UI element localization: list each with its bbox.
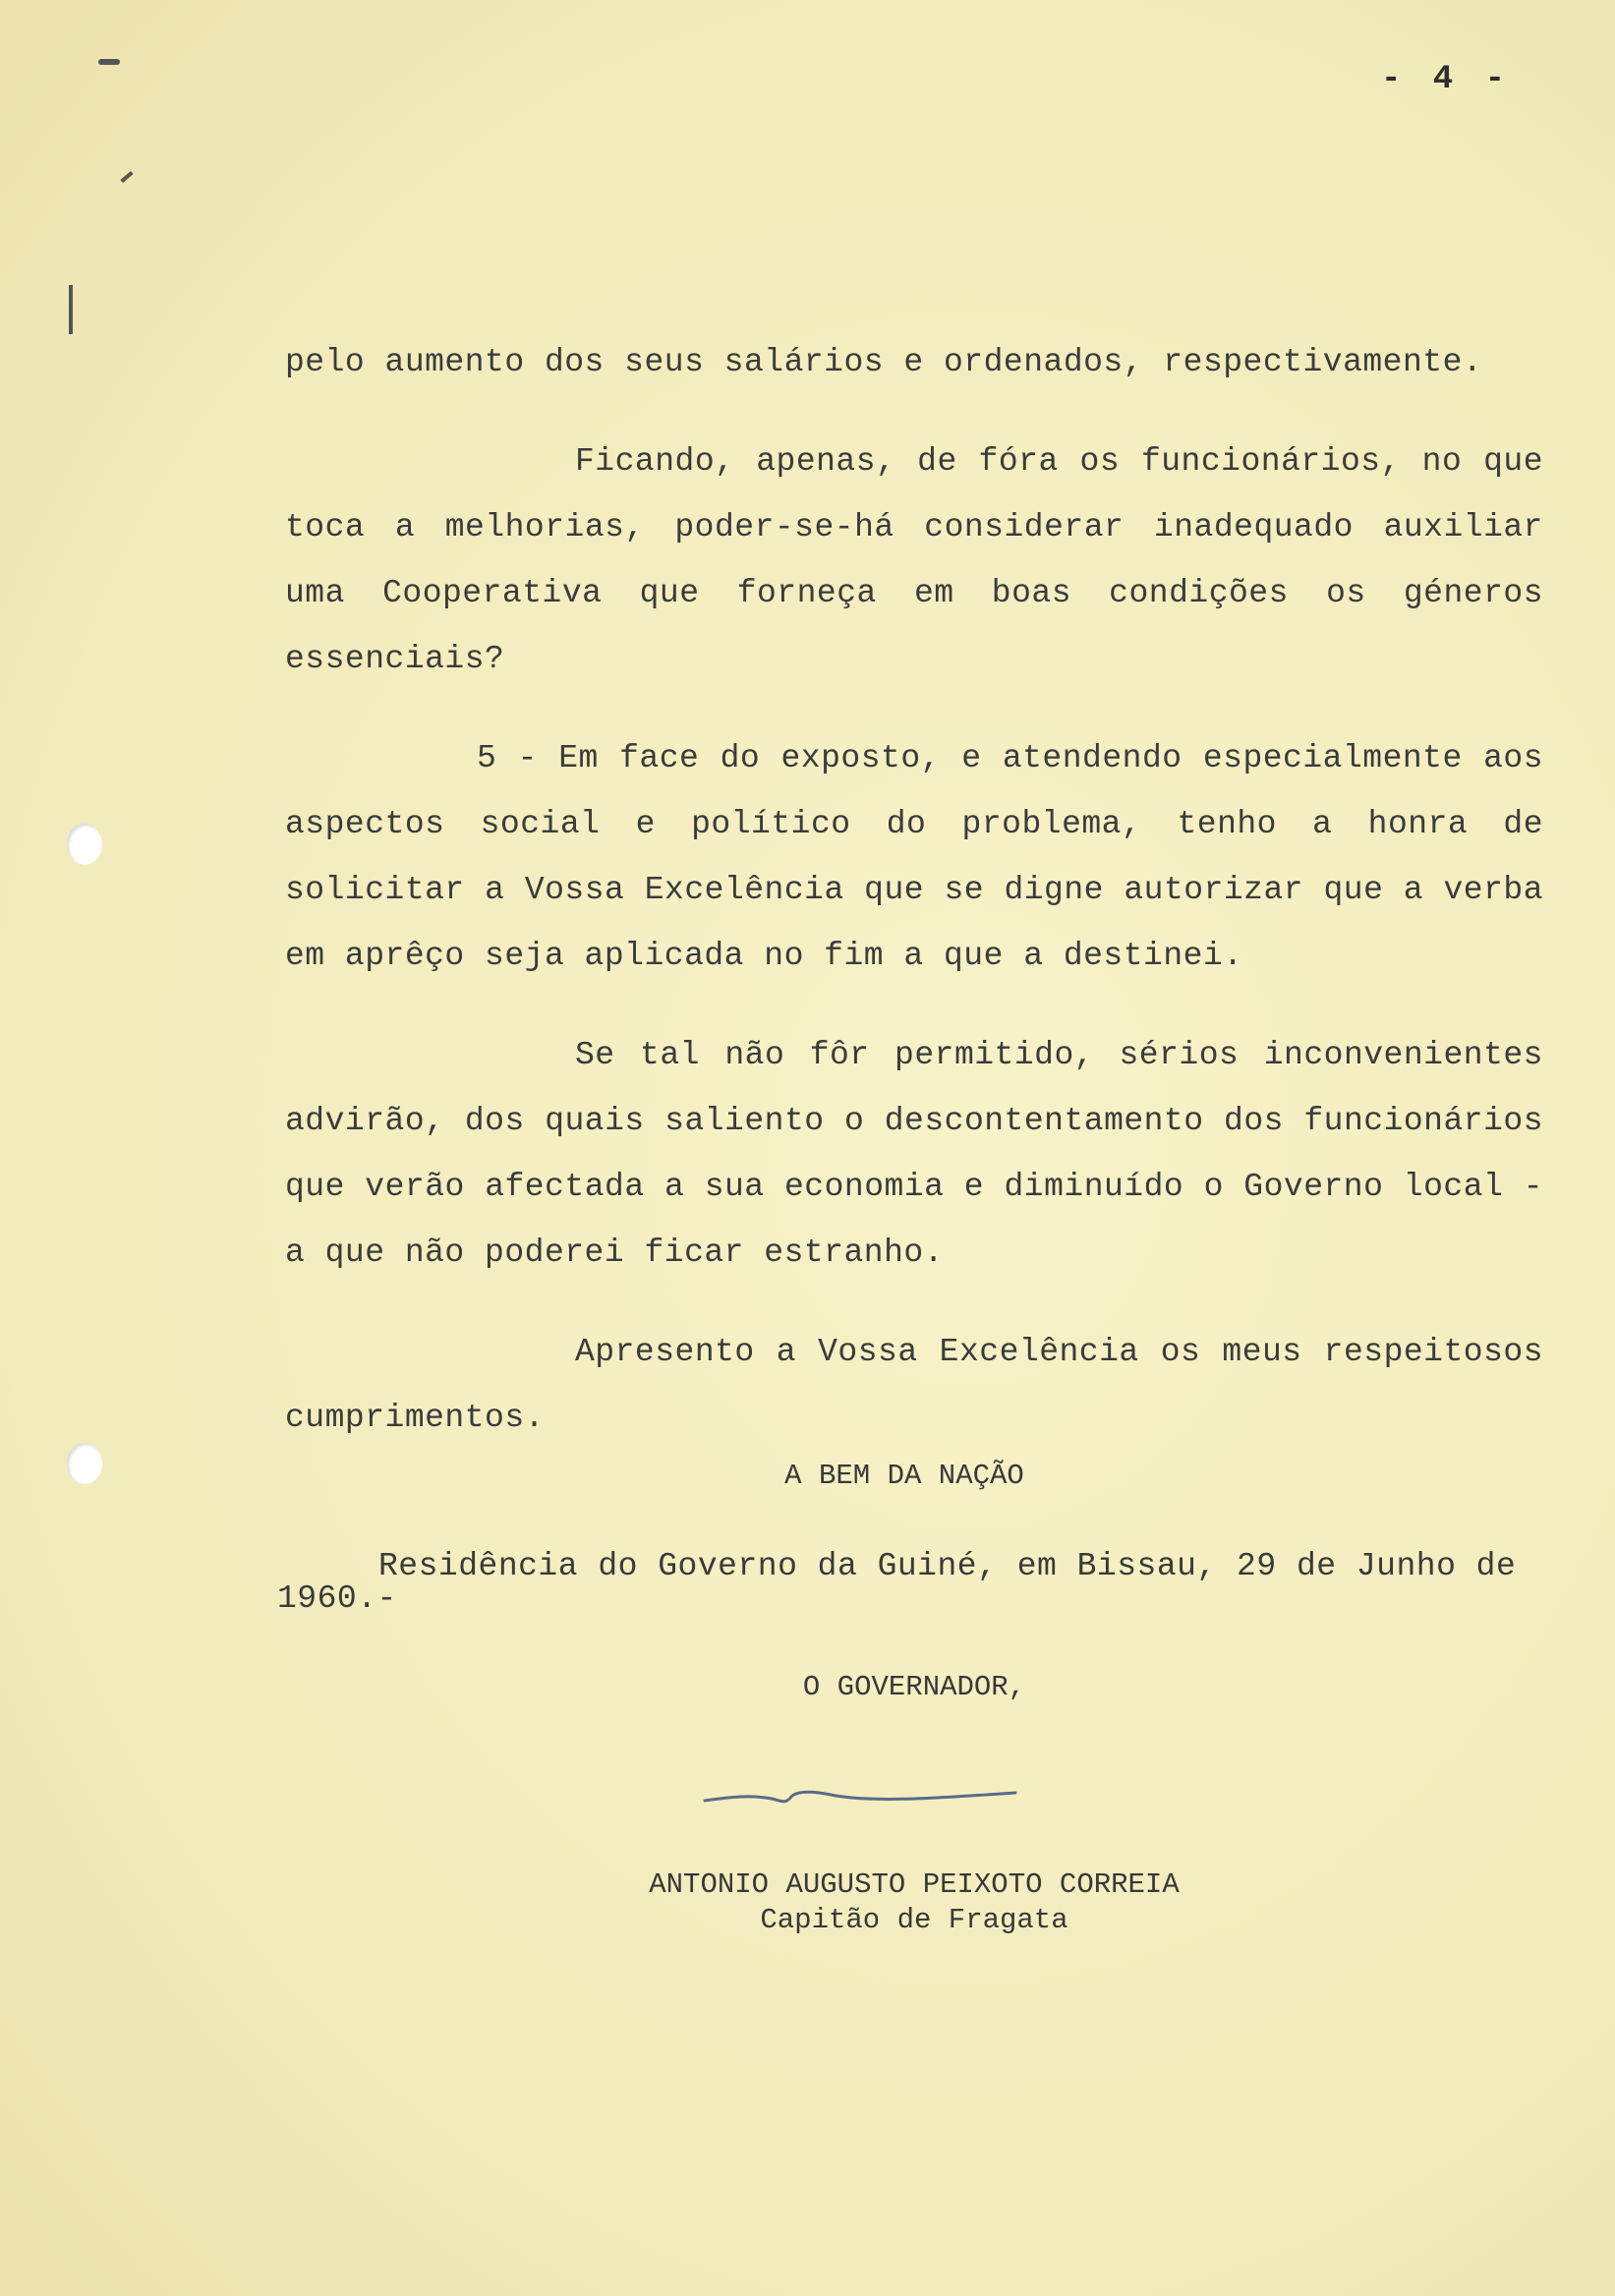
corner-mark xyxy=(98,59,120,65)
paragraph-2 xyxy=(285,429,1543,692)
paragraph-4 xyxy=(285,1022,1543,1286)
paragraph-2-text: Ficando, apenas, de fóra os funcionários, no que toca a melhorias, poder-se-há considerar inadequado auxiliar uma Cooperativa que forneça em boas condições os géneros essenciais? xyxy=(285,443,1543,677)
letter-body xyxy=(285,329,1543,1484)
paragraph-1: pelo aumento dos seus salários e ordenados, respectivamente. xyxy=(285,344,1483,380)
signatory-rank: Capitão de Fragata xyxy=(760,1904,1068,1936)
signatory-name: ANTONIO AUGUSTO PEIXOTO CORREIA xyxy=(649,1868,1180,1901)
punch-hole-bottom xyxy=(67,1443,102,1484)
paragraph-4-text: Se tal não fôr permitido, sérios inconvenientes advirão, dos quais saliento o descontentamento dos funcionários que verão afectada a sua economia e diminuído o Governo local - a que não poderei ficar estranho. xyxy=(285,1037,1543,1271)
margin-mark xyxy=(69,285,73,334)
paragraph-3-text: 5 - Em face do exposto, e atendendo especialmente aos aspectos social e político do problema, tenho a honra de solicitar a Vossa Excelência que se digne autorizar que a verba em aprêço seja aplicada no fim a que a destinei. xyxy=(285,740,1543,974)
date-year: 1960.- xyxy=(277,1580,397,1617)
signatory-block xyxy=(590,1867,1239,1938)
signatory-title: O GOVERNADOR, xyxy=(802,1671,1026,1703)
paragraph-5-text: Apresento a Vossa Excelência os meus respeitosos cumprimentos. xyxy=(285,1334,1543,1436)
paragraph-5 xyxy=(285,1319,1543,1451)
paragraph-3 xyxy=(285,725,1543,989)
place-date: Residência do Governo da Guiné, em Bissau, 29 de Junho de xyxy=(378,1548,1517,1584)
salutation: A BEM DA NAÇÃO xyxy=(784,1460,1024,1492)
punch-hole-top xyxy=(67,824,102,865)
handwritten-signature xyxy=(703,1777,1017,1816)
tick-mark xyxy=(120,171,133,183)
page-number: - 4 - xyxy=(1381,61,1512,98)
